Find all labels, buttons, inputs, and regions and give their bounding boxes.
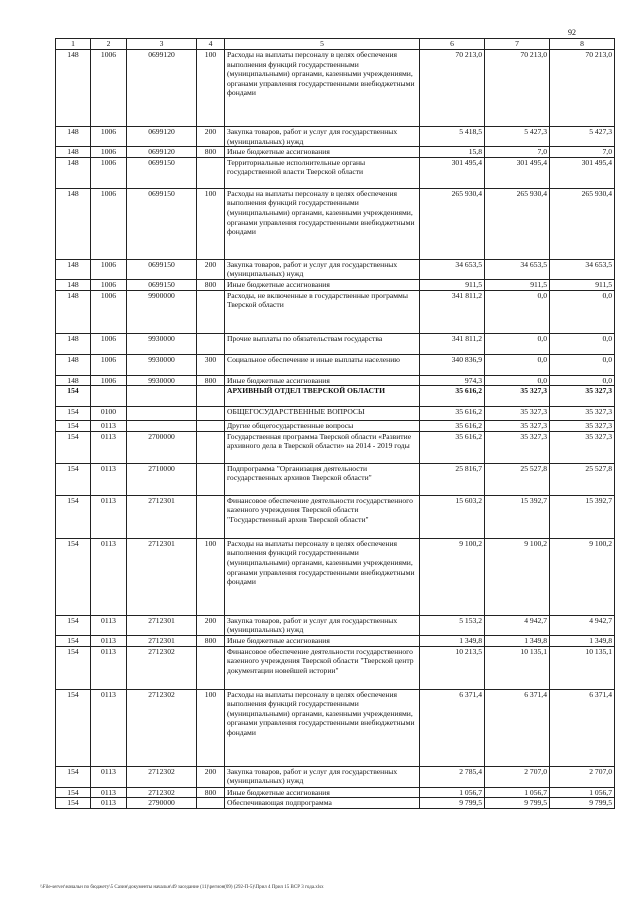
amount-year1-cell: 10 213,5: [420, 646, 485, 689]
column-number-row: [56, 39, 615, 50]
amount-year2-cell: 0,0: [485, 375, 550, 386]
table-row: [56, 290, 615, 333]
amount-year1-cell: 34 653,5: [420, 259, 485, 279]
table-row: [56, 354, 615, 375]
code-grbs-cell: 154: [56, 646, 91, 689]
table-row: [56, 333, 615, 354]
section-code-cell: 0113: [91, 646, 127, 689]
section-code-cell: 0113: [91, 463, 127, 495]
amount-year2-cell: 25 527,8: [485, 463, 550, 495]
amount-year1-cell: 341 811,2: [420, 333, 485, 354]
target-article-cell: 2712301: [127, 495, 197, 538]
amount-year3-cell: 265 930,4: [550, 188, 615, 259]
expense-name-cell: Подпрограмма "Организация деятельности государственных архивов Тверской области": [225, 463, 420, 495]
expense-type-cell: 200: [197, 766, 225, 787]
amount-year2-cell: 35 327,3: [485, 431, 550, 463]
code-grbs-cell: 154: [56, 431, 91, 463]
budget-table: [55, 38, 615, 809]
code-grbs-cell: 154: [56, 386, 91, 407]
target-article-cell: 0699150: [127, 279, 197, 290]
amount-year1-cell: 35 616,2: [420, 386, 485, 407]
amount-year2-cell: 4 942,7: [485, 615, 550, 635]
expense-type-cell: 200: [197, 615, 225, 635]
expense-name-cell: Расходы, не включенные в государственные программы Тверской области: [225, 290, 420, 333]
expense-type-cell: [197, 333, 225, 354]
expense-type-cell: 800: [197, 635, 225, 646]
section-code-cell: 1006: [91, 50, 127, 127]
column-header: 7: [485, 39, 550, 50]
amount-year3-cell: 1 349,8: [550, 635, 615, 646]
amount-year3-cell: 35 327,3: [550, 431, 615, 463]
target-article-cell: 2790000: [127, 798, 197, 809]
amount-year3-cell: 10 135,1: [550, 646, 615, 689]
target-article-cell: 2712301: [127, 615, 197, 635]
amount-year3-cell: 9 100,2: [550, 538, 615, 615]
expense-name-cell: АРХИВНЫЙ ОТДЕЛ ТВЕРСКОЙ ОБЛАСТИ: [225, 386, 420, 407]
code-grbs-cell: 154: [56, 538, 91, 615]
amount-year1-cell: 301 495,4: [420, 157, 485, 188]
expense-name-cell: Финансовое обеспечение деятельности государственного казенного учреждения Тверской области "Тверской центр документации новейшей истории": [225, 646, 420, 689]
expense-type-cell: [197, 386, 225, 407]
amount-year3-cell: 6 371,4: [550, 689, 615, 766]
amount-year1-cell: 265 930,4: [420, 188, 485, 259]
target-article-cell: 9930000: [127, 375, 197, 386]
amount-year2-cell: 35 327,3: [485, 407, 550, 421]
table-row: [56, 495, 615, 538]
target-article-cell: 0699150: [127, 188, 197, 259]
amount-year2-cell: 10 135,1: [485, 646, 550, 689]
table-row: [56, 615, 615, 635]
amount-year2-cell: 0,0: [485, 290, 550, 333]
section-code-cell: 0113: [91, 635, 127, 646]
section-code-cell: 1006: [91, 354, 127, 375]
amount-year1-cell: 70 213,0: [420, 50, 485, 127]
code-grbs-cell: 148: [56, 290, 91, 333]
amount-year2-cell: 5 427,3: [485, 127, 550, 147]
section-code-cell: 1006: [91, 147, 127, 158]
column-header: 2: [91, 39, 127, 50]
section-code-cell: 0113: [91, 421, 127, 432]
amount-year2-cell: 35 327,3: [485, 421, 550, 432]
code-grbs-cell: 148: [56, 375, 91, 386]
expense-type-cell: 100: [197, 188, 225, 259]
amount-year3-cell: 35 327,3: [550, 407, 615, 421]
expense-name-cell: Расходы на выплаты персоналу в целях обеспечения выполнения функций государственными (муниципальными) органами, казенными учреждениями, органами управления государственными внебюджетными фондами: [225, 188, 420, 259]
column-header: 1: [56, 39, 91, 50]
table-row: [56, 635, 615, 646]
expense-name-cell: Социальное обеспечение и иные выплаты населению: [225, 354, 420, 375]
target-article-cell: [127, 421, 197, 432]
section-code-cell: 0113: [91, 798, 127, 809]
table-row: [56, 421, 615, 432]
amount-year1-cell: 9 100,2: [420, 538, 485, 615]
expense-type-cell: [197, 431, 225, 463]
expense-type-cell: 800: [197, 279, 225, 290]
table-row: [56, 50, 615, 127]
code-grbs-cell: 148: [56, 127, 91, 147]
target-article-cell: 0699120: [127, 50, 197, 127]
target-article-cell: 2712302: [127, 766, 197, 787]
amount-year3-cell: 1 056,7: [550, 787, 615, 798]
code-grbs-cell: 148: [56, 279, 91, 290]
section-code-cell: 0100: [91, 407, 127, 421]
expense-name-cell: Расходы на выплаты персоналу в целях обеспечения выполнения функций государственными (муниципальными) органами, казенными учреждениями, органами управления государственными внебюджетными фондами: [225, 689, 420, 766]
amount-year3-cell: 911,5: [550, 279, 615, 290]
section-code-cell: 0113: [91, 787, 127, 798]
section-code-cell: 0113: [91, 431, 127, 463]
amount-year3-cell: 5 427,3: [550, 127, 615, 147]
expense-name-cell: Иные бюджетные ассигнования: [225, 147, 420, 158]
expense-name-cell: Закупка товаров, работ и услуг для государственных (муниципальных) нужд: [225, 259, 420, 279]
amount-year2-cell: 0,0: [485, 333, 550, 354]
expense-name-cell: Государственная программа Тверской области «Развитие архивного дела в Тверской области» на 2014 - 2019 годы: [225, 431, 420, 463]
section-code-cell: 1006: [91, 259, 127, 279]
section-code-cell: 1006: [91, 279, 127, 290]
target-article-cell: 9930000: [127, 333, 197, 354]
target-article-cell: [127, 386, 197, 407]
code-grbs-cell: 154: [56, 495, 91, 538]
code-grbs-cell: 154: [56, 689, 91, 766]
expense-type-cell: [197, 798, 225, 809]
target-article-cell: 9900000: [127, 290, 197, 333]
expense-type-cell: 800: [197, 787, 225, 798]
code-grbs-cell: 154: [56, 798, 91, 809]
table-row: [56, 259, 615, 279]
expense-name-cell: Закупка товаров, работ и услуг для государственных (муниципальных) нужд: [225, 615, 420, 635]
code-grbs-cell: 148: [56, 354, 91, 375]
amount-year3-cell: 35 327,3: [550, 421, 615, 432]
amount-year1-cell: 340 836,9: [420, 354, 485, 375]
column-header: 5: [225, 39, 420, 50]
column-header: 8: [550, 39, 615, 50]
table-row: [56, 766, 615, 787]
code-grbs-cell: 148: [56, 333, 91, 354]
amount-year3-cell: 34 653,5: [550, 259, 615, 279]
amount-year1-cell: 341 811,2: [420, 290, 485, 333]
section-code-cell: 1006: [91, 375, 127, 386]
amount-year2-cell: 15 392,7: [485, 495, 550, 538]
table-row: [56, 127, 615, 147]
section-code-cell: [91, 386, 127, 407]
code-grbs-cell: 148: [56, 188, 91, 259]
expense-name-cell: Обеспечивающая подпрограмма: [225, 798, 420, 809]
amount-year3-cell: 2 707,0: [550, 766, 615, 787]
expense-type-cell: 300: [197, 354, 225, 375]
page-number: 92: [568, 28, 576, 37]
target-article-cell: 0699120: [127, 127, 197, 147]
expense-name-cell: Закупка товаров, работ и услуг для государственных (муниципальных) нужд: [225, 766, 420, 787]
expense-name-cell: Закупка товаров, работ и услуг для государственных (муниципальных) нужд: [225, 127, 420, 147]
table-row: [56, 407, 615, 421]
amount-year1-cell: 35 616,2: [420, 431, 485, 463]
amount-year3-cell: 15 392,7: [550, 495, 615, 538]
expense-type-cell: 100: [197, 538, 225, 615]
section-code-cell: 1006: [91, 188, 127, 259]
amount-year2-cell: 911,5: [485, 279, 550, 290]
amount-year1-cell: 35 616,2: [420, 407, 485, 421]
expense-name-cell: Иные бюджетные ассигнования: [225, 375, 420, 386]
amount-year1-cell: 25 816,7: [420, 463, 485, 495]
expense-name-cell: Иные бюджетные ассигнования: [225, 635, 420, 646]
amount-year1-cell: 5 153,2: [420, 615, 485, 635]
code-grbs-cell: 154: [56, 766, 91, 787]
target-article-cell: 2712301: [127, 538, 197, 615]
code-grbs-cell: 154: [56, 463, 91, 495]
column-header: 4: [197, 39, 225, 50]
table-row: [56, 689, 615, 766]
amount-year2-cell: 1 056,7: [485, 787, 550, 798]
expense-type-cell: [197, 646, 225, 689]
file-path-footer: \\File-server\начальн по бюджету\5 Сазин\документы начальн\49 заседание (11)\регион(09) (292-П-5)\Прил 4 Прил 15 ВСР 3 года.xlsx: [40, 885, 324, 890]
expense-name-cell: Расходы на выплаты персоналу в целях обеспечения выполнения функций государственными (муниципальными) органами, казенными учреждениями, органами управления государственными внебюджетными фондами: [225, 538, 420, 615]
table-row: [56, 787, 615, 798]
expense-type-cell: 200: [197, 259, 225, 279]
amount-year2-cell: 35 327,3: [485, 386, 550, 407]
amount-year2-cell: 34 653,5: [485, 259, 550, 279]
expense-name-cell: Прочие выплаты по обязательствам государства: [225, 333, 420, 354]
section-code-cell: 0113: [91, 766, 127, 787]
expense-type-cell: 800: [197, 147, 225, 158]
table-row: [56, 157, 615, 188]
target-article-cell: 2700000: [127, 431, 197, 463]
target-article-cell: 0699150: [127, 157, 197, 188]
code-grbs-cell: 154: [56, 635, 91, 646]
amount-year2-cell: 9 799,5: [485, 798, 550, 809]
amount-year3-cell: 9 799,5: [550, 798, 615, 809]
amount-year2-cell: 1 349,8: [485, 635, 550, 646]
table-row: [56, 463, 615, 495]
section-code-cell: 1006: [91, 127, 127, 147]
expense-name-cell: Иные бюджетные ассигнования: [225, 279, 420, 290]
code-grbs-cell: 154: [56, 787, 91, 798]
expense-name-cell: Финансовое обеспечение деятельности государственного казенного учреждения Тверской области "Государственный архив Тверской области": [225, 495, 420, 538]
section-code-cell: 0113: [91, 689, 127, 766]
expense-type-cell: [197, 463, 225, 495]
code-grbs-cell: 148: [56, 50, 91, 127]
amount-year1-cell: 1 349,8: [420, 635, 485, 646]
amount-year2-cell: 9 100,2: [485, 538, 550, 615]
section-code-cell: 0113: [91, 615, 127, 635]
table-row: [56, 798, 615, 809]
expense-type-cell: [197, 495, 225, 538]
code-grbs-cell: 148: [56, 157, 91, 188]
amount-year3-cell: 70 213,0: [550, 50, 615, 127]
target-article-cell: 2712302: [127, 646, 197, 689]
amount-year3-cell: 301 495,4: [550, 157, 615, 188]
amount-year2-cell: 2 707,0: [485, 766, 550, 787]
expense-type-cell: [197, 407, 225, 421]
code-grbs-cell: 154: [56, 615, 91, 635]
amount-year1-cell: 35 616,2: [420, 421, 485, 432]
code-grbs-cell: 148: [56, 147, 91, 158]
table-row: [56, 147, 615, 158]
amount-year1-cell: 5 418,5: [420, 127, 485, 147]
target-article-cell: 9930000: [127, 354, 197, 375]
target-article-cell: 2712302: [127, 787, 197, 798]
amount-year3-cell: 35 327,3: [550, 386, 615, 407]
column-header: 6: [420, 39, 485, 50]
table-row: [56, 375, 615, 386]
table-row: [56, 279, 615, 290]
expense-type-cell: 100: [197, 50, 225, 127]
column-header: 3: [127, 39, 197, 50]
target-article-cell: 0699150: [127, 259, 197, 279]
amount-year2-cell: 7,0: [485, 147, 550, 158]
amount-year3-cell: 0,0: [550, 354, 615, 375]
section-code-cell: 1006: [91, 333, 127, 354]
target-article-cell: 2712301: [127, 635, 197, 646]
expense-type-cell: [197, 421, 225, 432]
amount-year3-cell: 7,0: [550, 147, 615, 158]
expense-type-cell: 200: [197, 127, 225, 147]
section-code-cell: 0113: [91, 538, 127, 615]
table-row: [56, 646, 615, 689]
expense-name-cell: Территориальные исполнительные органы государственной власти Тверской области: [225, 157, 420, 188]
expense-name-cell: Иные бюджетные ассигнования: [225, 787, 420, 798]
amount-year1-cell: 6 371,4: [420, 689, 485, 766]
target-article-cell: 0699120: [127, 147, 197, 158]
table-row: [56, 431, 615, 463]
amount-year2-cell: 70 213,0: [485, 50, 550, 127]
amount-year3-cell: 0,0: [550, 333, 615, 354]
amount-year1-cell: 15 603,2: [420, 495, 485, 538]
amount-year2-cell: 265 930,4: [485, 188, 550, 259]
amount-year2-cell: 301 495,4: [485, 157, 550, 188]
expense-name-cell: Другие общегосударственные вопросы: [225, 421, 420, 432]
table-row: [56, 386, 615, 407]
code-grbs-cell: 154: [56, 407, 91, 421]
expense-name-cell: ОБЩЕГОСУДАРСТВЕННЫЕ ВОПРОСЫ: [225, 407, 420, 421]
expense-name-cell: Расходы на выплаты персоналу в целях обеспечения выполнения функций государственными (муниципальными) органами, казенными учреждениями, органами управления государственными внебюджетными фондами: [225, 50, 420, 127]
amount-year1-cell: 2 785,4: [420, 766, 485, 787]
amount-year1-cell: 15,8: [420, 147, 485, 158]
amount-year3-cell: 0,0: [550, 375, 615, 386]
amount-year1-cell: 911,5: [420, 279, 485, 290]
expense-type-cell: 800: [197, 375, 225, 386]
expense-type-cell: 100: [197, 689, 225, 766]
code-grbs-cell: 148: [56, 259, 91, 279]
expense-type-cell: [197, 290, 225, 333]
expense-type-cell: [197, 157, 225, 188]
target-article-cell: 2710000: [127, 463, 197, 495]
table-row: [56, 188, 615, 259]
amount-year3-cell: 4 942,7: [550, 615, 615, 635]
amount-year3-cell: 25 527,8: [550, 463, 615, 495]
amount-year1-cell: 1 056,7: [420, 787, 485, 798]
amount-year2-cell: 0,0: [485, 354, 550, 375]
section-code-cell: 1006: [91, 157, 127, 188]
section-code-cell: 1006: [91, 290, 127, 333]
section-code-cell: 0113: [91, 495, 127, 538]
code-grbs-cell: 154: [56, 421, 91, 432]
amount-year1-cell: 9 799,5: [420, 798, 485, 809]
amount-year3-cell: 0,0: [550, 290, 615, 333]
target-article-cell: 2712302: [127, 689, 197, 766]
target-article-cell: [127, 407, 197, 421]
table-row: [56, 538, 615, 615]
amount-year1-cell: 974,3: [420, 375, 485, 386]
amount-year2-cell: 6 371,4: [485, 689, 550, 766]
